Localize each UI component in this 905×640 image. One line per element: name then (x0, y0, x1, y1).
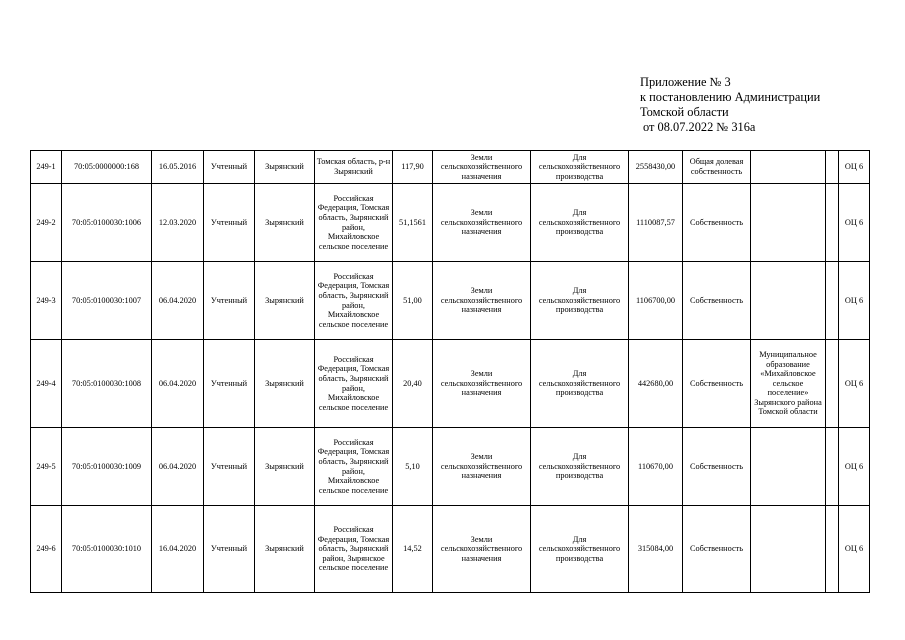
permitted-use: Для сельскохозяйственного производства (531, 340, 629, 428)
address: Российская Федерация, Томская область, Зырянский район, Михайловское сельское поселение (315, 340, 393, 428)
row-number: 249-2 (31, 184, 62, 262)
parcel-status: Учтенный (204, 506, 255, 593)
cadastral-number: 70:05:0100030:1008 (62, 340, 152, 428)
registration-date: 06.04.2020 (152, 262, 204, 340)
right-holder (751, 428, 826, 506)
empty-cell (826, 151, 839, 184)
empty-cell (826, 428, 839, 506)
right-holder (751, 184, 826, 262)
empty-cell (826, 506, 839, 593)
right-holder (751, 262, 826, 340)
district: Зырянский (255, 340, 315, 428)
district: Зырянский (255, 428, 315, 506)
cadastral-value: 2558430,00 (629, 151, 683, 184)
district: Зырянский (255, 184, 315, 262)
parcel-status: Учтенный (204, 428, 255, 506)
right-type: Собственность (683, 262, 751, 340)
table-row (31, 151, 870, 184)
right-type: Собственность (683, 340, 751, 428)
decree-reference: к постановлению Администрации (640, 90, 821, 104)
appendix-title: Приложение № 3 (640, 75, 731, 89)
table-row (31, 262, 870, 340)
cadastral-value: 442680,00 (629, 340, 683, 428)
row-number: 249-4 (31, 340, 62, 428)
address: Российская Федерация, Томская область, Зырянский район, Михайловское сельское поселение (315, 184, 393, 262)
zone-code: ОЦ 6 (839, 428, 870, 506)
row-number: 249-1 (31, 151, 62, 184)
right-type: Общая долевая собственность (683, 151, 751, 184)
empty-cell (826, 262, 839, 340)
land-category: Земли сельскохозяйственного назначения (433, 184, 531, 262)
land-category: Земли сельскохозяйственного назначения (433, 340, 531, 428)
table-row (31, 340, 870, 428)
permitted-use: Для сельскохозяйственного производства (531, 184, 629, 262)
permitted-use: Для сельскохозяйственного производства (531, 428, 629, 506)
cadastral-value: 315084,00 (629, 506, 683, 593)
permitted-use: Для сельскохозяйственного производства (531, 151, 629, 184)
permitted-use: Для сельскохозяйственного производства (531, 262, 629, 340)
row-number: 249-6 (31, 506, 62, 593)
right-holder (751, 506, 826, 593)
cadastral-value: 1106700,00 (629, 262, 683, 340)
land-category: Земли сельскохозяйственного назначения (433, 428, 531, 506)
row-number: 249-3 (31, 262, 62, 340)
right-holder: Муниципальное образование «Михайловское сельское поселение» Зырянского района Томской области (751, 340, 826, 428)
empty-cell (826, 184, 839, 262)
address: Российская Федерация, Томская область, Зырянский район, Михайловское сельское поселение (315, 428, 393, 506)
area: 51,1561 (393, 184, 433, 262)
cadastral-number: 70:05:0100030:1010 (62, 506, 152, 593)
registration-date: 16.04.2020 (152, 506, 204, 593)
registration-date: 12.03.2020 (152, 184, 204, 262)
address: Российская Федерация, Томская область, Зырянский район, Михайловское сельское поселение (315, 262, 393, 340)
parcel-status: Учтенный (204, 184, 255, 262)
cadastral-number: 70:05:0100030:1009 (62, 428, 152, 506)
land-category: Земли сельскохозяйственного назначения (433, 506, 531, 593)
decree-date-number: от 08.07.2022 № 316а (643, 120, 756, 134)
permitted-use: Для сельскохозяйственного производства (531, 506, 629, 593)
right-type: Собственность (683, 506, 751, 593)
address: Томская область, р-н Зырянский (315, 151, 393, 184)
table-row (31, 506, 870, 593)
parcel-status: Учтенный (204, 151, 255, 184)
zone-code: ОЦ 6 (839, 340, 870, 428)
authority-region: Томской области (640, 105, 729, 119)
right-type: Собственность (683, 428, 751, 506)
zone-code: ОЦ 6 (839, 262, 870, 340)
address: Российская Федерация, Томская область, Зырянский район, Зырянское сельское поселение (315, 506, 393, 593)
land-category: Земли сельскохозяйственного назначения (433, 262, 531, 340)
district: Зырянский (255, 262, 315, 340)
zone-code: ОЦ 6 (839, 506, 870, 593)
area: 5,10 (393, 428, 433, 506)
area: 117,90 (393, 151, 433, 184)
registration-date: 06.04.2020 (152, 340, 204, 428)
parcel-status: Учтенный (204, 262, 255, 340)
right-type: Собственность (683, 184, 751, 262)
table-row (31, 184, 870, 262)
land-parcels-table (30, 150, 870, 593)
empty-cell (826, 340, 839, 428)
registration-date: 06.04.2020 (152, 428, 204, 506)
cadastral-value: 1110087,57 (629, 184, 683, 262)
land-category: Земли сельскохозяйственного назначения (433, 151, 531, 184)
zone-code: ОЦ 6 (839, 184, 870, 262)
cadastral-value: 110670,00 (629, 428, 683, 506)
cadastral-number: 70:05:0100030:1006 (62, 184, 152, 262)
table-row (31, 428, 870, 506)
document-header (640, 75, 890, 135)
district: Зырянский (255, 506, 315, 593)
zone-code: ОЦ 6 (839, 151, 870, 184)
cadastral-number: 70:05:0000000:168 (62, 151, 152, 184)
parcel-status: Учтенный (204, 340, 255, 428)
area: 20,40 (393, 340, 433, 428)
row-number: 249-5 (31, 428, 62, 506)
registration-date: 16.05.2016 (152, 151, 204, 184)
area: 51,00 (393, 262, 433, 340)
area: 14,52 (393, 506, 433, 593)
cadastral-number: 70:05:0100030:1007 (62, 262, 152, 340)
right-holder (751, 151, 826, 184)
district: Зырянский (255, 151, 315, 184)
